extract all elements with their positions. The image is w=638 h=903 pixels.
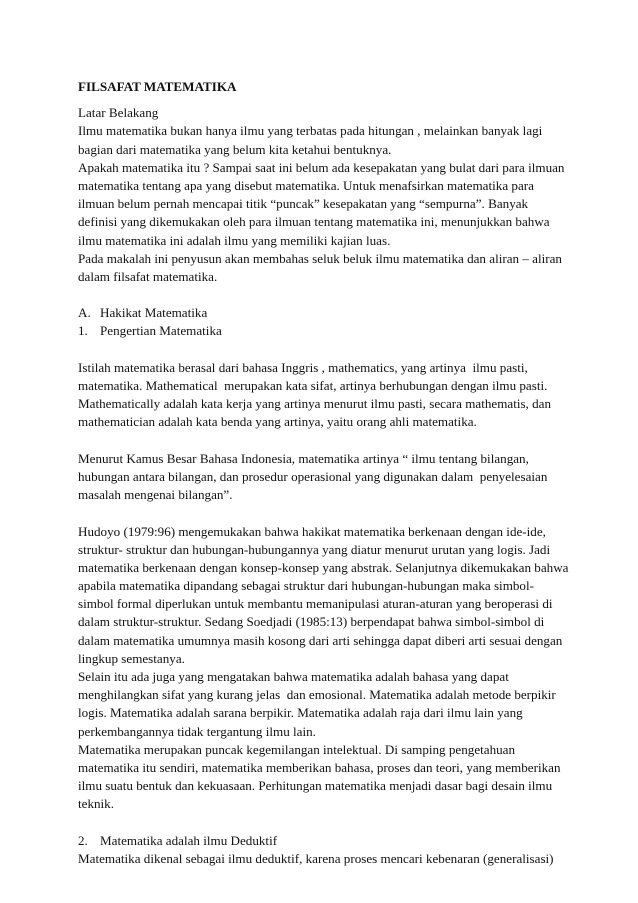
paragraph-line: definisi yang dikemukakan oleh para ilmuan tentang matematika ini, menunjukkan bahwa	[78, 214, 550, 230]
paragraph-line: ilmuan belum pernah mencapai titik “puncak” kesepakatan yang “sempurna”. Banyak	[78, 196, 529, 212]
subsection-heading-deduktif	[78, 832, 568, 850]
paragraph-line: Mathematically adalah kata kerja yang artinya menurut ilmu pasti, secara mathematis, dan	[78, 396, 552, 412]
paragraph-line: Hudoyo (1979:96) mengemukakan bahwa hakikat matematika berkenaan dengan ide-ide,	[78, 523, 546, 539]
paragraph-line: dalam matematika umumnya masih kosong dari arti sehingga dapat diberi arti sesuai dengan	[78, 632, 563, 648]
paragraph-line: Matematika merupakan puncak kegemilangan intelektual. Di samping pengetahuan	[78, 741, 516, 757]
section-heading-text: Hakikat Matematika	[100, 305, 208, 321]
paragraph-line: matematika. Mathematical merupakan kata sifat, artinya berhubungan dengan ilmu pasti.	[78, 378, 548, 393]
subsection-heading-text: Matematika adalah ilmu Deduktif	[100, 832, 278, 848]
list-number: A.	[78, 305, 91, 321]
paragraph-line: menghilangkan sifat yang kurang jelas dan emosional. Matematika adalah metode berpikir	[78, 687, 556, 703]
spacer	[78, 432, 568, 450]
paragraph-line: ilmu suatu bentuk dan kekuasaan. Perhitungan matematika menjadi dasar bagi desain ilmu	[78, 778, 553, 794]
paragraph-line: Matematika dikenal sebagai ilmu deduktif, karena proses mencari kebenaran (generalisasi)	[78, 850, 554, 866]
paragraph-line: Apakah matematika itu ? Sampai saat ini belum ada kesepakatan yang bulat dari para ilmuan	[78, 159, 565, 175]
section-heading-latar-belakang: Latar Belakang	[78, 105, 159, 121]
paragraph-line: teknik.	[78, 796, 115, 812]
paragraph-line: Menurut Kamus Besar Bahasa Indonesia, matematika artinya “ ilmu tentang bilangan,	[78, 450, 529, 466]
section-heading-hakikat	[78, 304, 568, 322]
document-title: FILSAFAT MATEMATIKA	[78, 79, 237, 94]
paragraph-line: apabila matematika dipandang sebagai struktur dari hubungan-hubungan maka simbol-	[78, 578, 534, 594]
spacer	[78, 96, 568, 104]
subsection-heading-text: Pengertian Matematika	[100, 323, 222, 339]
spacer	[78, 286, 568, 304]
paragraph-line: Selain itu ada juga yang mengatakan bahwa matematika adalah bahasa yang dapat	[78, 669, 509, 684]
paragraph-line: dalam filsafat matematika.	[78, 268, 218, 284]
paragraph-line: ilmu matematika ini adalah ilmu yang memiliki kajian luas.	[78, 232, 391, 248]
subsection-heading-pengertian	[78, 322, 568, 340]
list-number: 2.	[78, 832, 88, 848]
paragraph-line: dalam struktur-struktur. Sedang Soedjadi (1985:13) berpendapat bahwa simbol-simbol di	[78, 614, 545, 630]
document-page	[78, 78, 568, 868]
paragraph-line: logis. Matematika adalah sarana berpikir. Matematika adalah raja dari ilmu lain yang	[78, 705, 523, 721]
list-number: 1.	[78, 323, 88, 339]
paragraph-line: matematika tentang apa yang disebut matematika. Untuk menafsirkan matematika para	[78, 177, 534, 193]
paragraph-line: struktur- struktur dan hubungan-hubungannya yang diatur menurut urutan yang logis. Jadi	[78, 541, 551, 557]
paragraph-line: Ilmu matematika bukan hanya ilmu yang terbatas pada hitungan , melainkan banyak lagi	[78, 123, 543, 139]
paragraph-line: masalah mengenai bilangan”.	[78, 487, 233, 503]
paragraph-line: Pada makalah ini penyusun akan membahas seluk beluk ilmu matematika dan aliran – aliran	[78, 250, 562, 266]
paragraph-line: hubungan antara bilangan, dan prosedur operasional yang digunakan dalam penyelesaian	[78, 468, 548, 484]
paragraph-line: simbol formal diperlukan untuk membantu memanipulasi aturan-aturan yang beroperasi di	[78, 596, 553, 612]
paragraph-line: bagian dari matematika yang belum kita ketahui bentuknya.	[78, 141, 392, 157]
paragraph-line: mathematician adalah kata benda yang artinya, yaitu orang ahli matematika.	[78, 414, 477, 430]
paragraph-line: matematika berkenaan dengan konsep-konsep yang abstrak. Selanjutnya dikemukakan bahwa	[78, 559, 569, 575]
spacer	[78, 341, 568, 359]
paragraph-line: lingkup semestanya.	[78, 650, 185, 666]
paragraph-line: matematika itu sendiri, matematika memberikan bahasa, proses dan teori, yang memberikan	[78, 759, 561, 775]
paragraph-line: perkembangannya tidak tergantung ilmu lain.	[78, 723, 316, 739]
spacer	[78, 814, 568, 832]
paragraph-line: Istilah matematika berasal dari bahasa Inggris , mathematics, yang artinya ilmu pasti,	[78, 359, 528, 375]
spacer	[78, 504, 568, 522]
